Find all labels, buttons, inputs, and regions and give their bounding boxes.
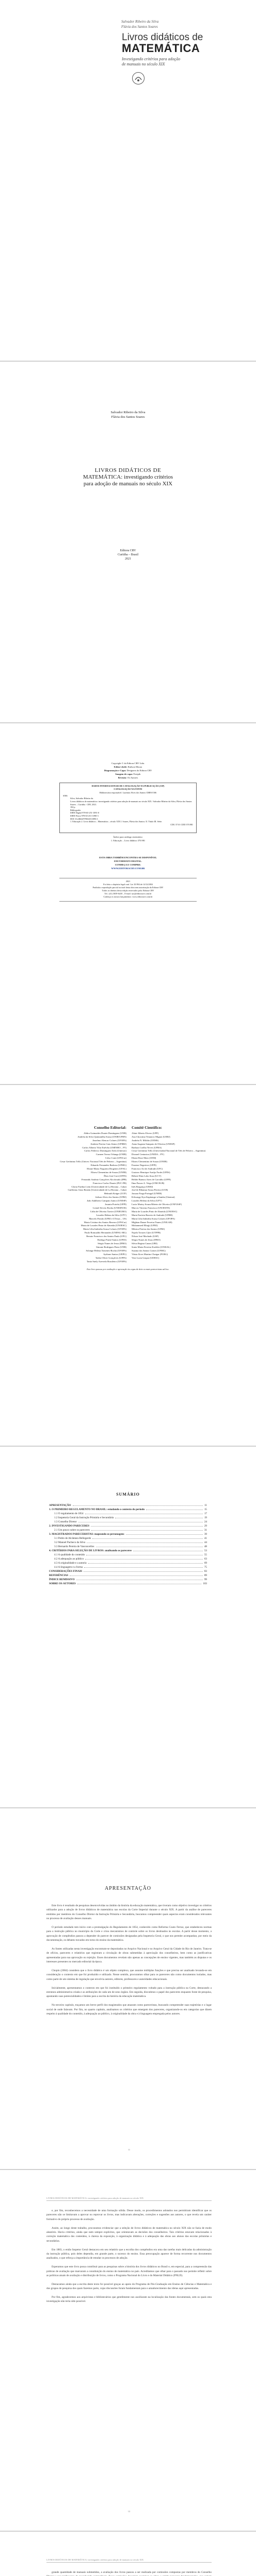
toc-entry-title: 1.2 Inspetoria Geral da Instrução Primária e Secundária bbox=[54, 1516, 114, 1519]
catalog-index-title: Índice para catálogo sistemático bbox=[113, 836, 143, 838]
toc-leader bbox=[70, 1573, 203, 1576]
toc-entry-title: 3.2 Manoel Pacheco da Silva bbox=[54, 1541, 86, 1544]
board-member: Anselmo Alencar Colares (UFOPA) bbox=[92, 1139, 126, 1142]
toc-entry-page: 17 bbox=[204, 1512, 207, 1515]
board-member: Elione Maria Nogueira Diogenes (UFAL) bbox=[87, 1167, 126, 1170]
page-number: 11 bbox=[127, 2148, 131, 2151]
board-member: Renato Francisco dos Santos Paula (UFG) bbox=[86, 1235, 126, 1238]
cip-line: CDU 37.01 CDD 370.981 bbox=[170, 823, 193, 826]
toc-entry-page: 103 bbox=[203, 1582, 207, 1585]
toc-leader bbox=[76, 1578, 203, 1580]
toc-leader bbox=[78, 1520, 203, 1522]
paragraph: Destacamos ainda que a escrita deste texto foi possível graças ao apoio do Programa de Pós-Graduação em Ensino de Ciências e Matemática e dos grupos de pesquisa dos quais fazemos parte, cujas discussões foram fundamentais para o amadurecimento das ideias aqui apresentadas. bbox=[46, 2282, 212, 2291]
paragraph: e, por fim, reconhecemos a necessidade de uma formação sólida. Desse modo, os procedimentos adotados nos permitiram identificar que os pareceres não se limitavam a aprovar ou reprovar os livros, mas indicavam alterações, correções e sugestões aos autores, o que revela um caráter formativo do próprio processo de avaliação. bbox=[46, 2209, 212, 2221]
editor-label: Editor-chefe: bbox=[114, 766, 127, 768]
toc-entry-title: SOBRE OS AUTORES bbox=[49, 1582, 76, 1585]
toc-entry-title: 4.3 A originalidade e a autoria bbox=[54, 1562, 87, 1565]
toc-leader bbox=[91, 1528, 203, 1531]
committee-member: Eliane Rose Maio (UEM) bbox=[132, 1157, 156, 1160]
page-body bbox=[46, 2570, 212, 2576]
toc-entry-page: 83 bbox=[204, 1570, 207, 1573]
title-page-title-2: MATEMÁTICA: investigando critérios bbox=[83, 474, 173, 480]
board-member: Marcelo Paixão (UFRJ e UTexas – US) bbox=[89, 1217, 126, 1220]
committee-member: Andréia N. Militão (UEMS) bbox=[132, 1139, 159, 1142]
presentation-body bbox=[46, 1904, 212, 2021]
toc-entry bbox=[49, 1524, 207, 1528]
scientific-committee bbox=[132, 1126, 209, 1260]
cover-subtitle-line-1: Investigando critérios para adoção bbox=[122, 57, 181, 61]
toc-list bbox=[49, 1503, 207, 1586]
toc-entry bbox=[49, 1569, 207, 1573]
paragraph: Este livro é resultado de pesquisas desenvolvidas no âmbito da história da educação matemática, que tiveram como objetivo investigar os critérios utilizados para a adoção de livros didáticos de matemática nas escolas da Corte Imperial durante o século XIX. A partir da análise de pareceres emitidos por membros do Conselho Diretor da Instrução Primária e Secundária, buscamos compreender quais aspectos eram considerados relevantes no processo de avaliação desses manuais. bbox=[46, 1904, 212, 1921]
diagram-label: Diagramação e Capa: bbox=[104, 769, 126, 772]
toc-entry-page: 75 bbox=[204, 1566, 207, 1569]
toc-entry-page: 31 bbox=[204, 1529, 207, 1532]
toc-leader bbox=[73, 1503, 203, 1506]
cip-line: Bibliografia bbox=[70, 808, 81, 811]
board-member: Celso Conti (UFSCar) bbox=[105, 1157, 126, 1160]
toc-entry-title: 1.1 O regulamento de 1854 bbox=[54, 1512, 84, 1515]
board-member: Guillermo Arias Beatón (Universidade de La Havana – Cuba) bbox=[68, 1189, 126, 1192]
board-member: Gloria Fariñas León (Universidade de La Havana – Cuba) bbox=[71, 1185, 126, 1188]
scientific-committee-title: Comitê Científico: bbox=[132, 1125, 162, 1130]
digital-notice-3: CONHEÇA E COMPRE: bbox=[115, 863, 141, 866]
cover-title-line-1: Livros didáticos de bbox=[122, 32, 203, 43]
board-member: Eduardo Fernandes Barbosa (UFMG) bbox=[90, 1164, 126, 1167]
legal-line: Tel.: (41) 3039-6418 – E-mail: sac@editoracrv.com.br bbox=[104, 892, 152, 895]
cip-line: ISBN Digital 978-65-251-1091-0 bbox=[70, 811, 100, 815]
board-member: Francisco Carlos Duarte (PUC-PR) bbox=[93, 1181, 126, 1184]
legal-line: Todos os direitos desta edição reservados pela: Editora CRV bbox=[102, 889, 154, 892]
committee-member: Vânia Alves Martins Chaigar (FURG) bbox=[132, 1252, 168, 1256]
toc-entry bbox=[49, 1528, 207, 1532]
toc-entry-page: 48 bbox=[204, 1545, 207, 1548]
committee-member: Míghian Danae Ferreira Nunes (UNILAB) bbox=[132, 1221, 172, 1224]
publisher-url-link[interactable]: WWW.EDITORACRV.COM.BR bbox=[111, 867, 145, 870]
paragraph: Inicialmente, apresentamos o contexto em que foi instituído o primeiro regulamento voltado para a instrução pública na Corte, destacando a estrutura administrativa criada e as atribuições de cada um de seus órgãos. Em seguida, discutimos o papel dos pareceres enquanto fonte de pesquisa, apontando suas potencialidades e limites para a escrita da história da educação matemática. bbox=[46, 1986, 212, 1998]
toc-entry-title: REFERÊNCIAS bbox=[49, 1574, 69, 1577]
toc-entry-page: 15 bbox=[204, 1508, 207, 1511]
legal-line: Conheça os nossos lançamentos: www.editoracrv.com.br bbox=[103, 895, 153, 898]
committee-member: Silvia Regina Canan (URI) bbox=[132, 1242, 157, 1245]
title-page-year: 2021 bbox=[125, 557, 131, 561]
toc-leader bbox=[91, 1524, 203, 1527]
board-member: João Adalberto Campato Junior (UNESP) bbox=[87, 1199, 126, 1202]
toc-entry-title: 4.1 A qualidade do conteúdo bbox=[54, 1553, 85, 1556]
paragraph: As fontes utilizadas nesta investigação encontram-se depositadas no Arquivo Nacional e no Arquivo Geral da Cidade do Rio de Janeiro. Trata-se de ofícios, pareceres e relatórios que registram a circulação de obras submetidas à apreciação dos conselheiros, bem como as justificativas apresentadas para sua aprovação ou rejeição. Esses documentos revelam não apenas as concepções de ensino vigentes, mas também as disputas e os interesses presentes no mercado editorial da época. bbox=[46, 1947, 212, 1964]
board-member: Élsio José Corá (UFFS) bbox=[104, 1174, 126, 1177]
cover-author-1: Salvador Ribeiro da Silva bbox=[121, 20, 159, 24]
image-value: Freepik bbox=[133, 773, 141, 775]
digital-notice-1: ESTA OBRA TAMBÉM ENCONTRA-SE DISPONÍVEL bbox=[99, 856, 157, 859]
committee-member: Kilwangy Kya Kapitango-a-Samba (Unemat) bbox=[132, 1196, 175, 1199]
toc-entry bbox=[49, 1516, 207, 1520]
legal-line: 2021 bbox=[125, 880, 131, 883]
copyright-editor bbox=[0, 766, 256, 768]
board-member: Carlos Federico Dominguez Avila (Unieuro) bbox=[84, 1149, 126, 1153]
toc-entry-page: 29 bbox=[204, 1524, 207, 1528]
cip-line: Silva, Salvador Ribeiro da. bbox=[70, 797, 94, 800]
editorial-board bbox=[49, 1126, 126, 1263]
cip-box bbox=[59, 783, 197, 833]
committee-member: Maria de Lourdes Pinto de Almeida (UNOESC) bbox=[132, 1210, 178, 1213]
toc-entry bbox=[49, 1561, 207, 1565]
cover-page bbox=[0, 0, 256, 361]
toc-entry bbox=[49, 1582, 207, 1586]
toc-entry bbox=[49, 1540, 207, 1545]
board-member: Helmuth Krüger (UCP) bbox=[104, 1192, 126, 1195]
board-member: Tania Suely Azevedo Brasileiro (UFOPA) bbox=[86, 1260, 126, 1263]
paragraph: Em 1883, o então Inspetor Geral destacava em seu relatório que a escolha dos compêndios era uma das tarefas mais delicadas da administração da instrução pública, pois deles dependia, em grande parte, o sucesso do ensino. Essa preocupação aparece de forma recorrente nos documentos analisados, o que reforça a importância de estudar os processos de adoção. bbox=[46, 2248, 212, 2260]
toc-entry bbox=[49, 1573, 207, 1578]
running-head: LIVROS DIDÁTICOS DE MATEMÁTICA: investigando critérios para adoção de manuais no século XIX bbox=[46, 2197, 212, 2201]
toc-entry bbox=[49, 1536, 207, 1540]
toc-entry-page: 41 bbox=[204, 1537, 207, 1540]
board-member: Simone Rodrigues Pinto (UNB) bbox=[96, 1245, 126, 1248]
title-page bbox=[0, 362, 256, 722]
cip-subtitle: CATALOGAÇÃO NA FONTE bbox=[114, 787, 142, 790]
toc-entry bbox=[49, 1565, 207, 1569]
running-head: LIVROS DIDÁTICOS DE MATEMÁTICA: investigando critérios para adoção de manuais no século XIX bbox=[46, 2558, 212, 2563]
board-member: Leonel Severo Rocha (UNISINOS) bbox=[92, 1206, 126, 1209]
paragraph: O período estudado tem início com a promulgação do Regulamento de 1854, conhecido como Reforma Couto Ferraz, que estabeleceu normas para a instrução pública no município da Corte e criou mecanismos de controle sobre os livros destinados às escolas. A partir desse momento, a aprovação de compêndios passou a depender do parecer de comissões designadas pela Inspetoria Geral, o que nos permite acompanhar, por meio da documentação, os debates travados em torno do ensino da matemática. bbox=[46, 1926, 212, 1942]
committee-member: Mohammed Elhajji (UFRJ) bbox=[132, 1224, 158, 1227]
board-member: Josania Portela (UFPI) bbox=[105, 1203, 126, 1206]
page-body bbox=[46, 2209, 212, 2308]
title-page-author-1: Salvador Ribeiro da Silva bbox=[110, 411, 146, 414]
cip-title: DADOS INTERNACIONAIS DE CATALOGAÇÃO NA PUBLICAÇÃO (CIP) bbox=[91, 785, 165, 787]
diagram-value: Designers da Editora CRV bbox=[126, 769, 152, 772]
toc-leader bbox=[88, 1561, 203, 1564]
committee-member: Anna Augusta Sampaio de Oliveira (UNESP) bbox=[132, 1142, 175, 1145]
committee-member: Lucia Marisy Souza Ribeiro de Oliveira (UNIVASF) bbox=[132, 1203, 182, 1206]
toc-leader bbox=[86, 1553, 203, 1555]
title-page-title-1: LIVROS DIDÁTICOS DE bbox=[94, 467, 162, 473]
board-member: Sérgio Nunes de Jesus (IFRO) bbox=[98, 1242, 126, 1245]
board-member: Maria Cristina dos Santos Bezerra (UFSCar) bbox=[84, 1221, 126, 1224]
committee-member: Cesar Gerónimo Tello (Universidad Nacional de Três de Febrero – Argentina) bbox=[132, 1149, 206, 1153]
toc-entry bbox=[49, 1507, 207, 1512]
cip-line: Livros didáticos de matemática: investigando critérios para adoção de manuais no século XIX / Salvador Ribeiro da Silva, Flávia dos Santos Soares – Curitiba : CRV, 2021. bbox=[70, 800, 192, 806]
review-label: Revisão: bbox=[118, 776, 127, 779]
toc-entry-title: APRESENTAÇÃO bbox=[49, 1504, 71, 1507]
committee-member: Sérgio Nunes de Jesus (IFRO) bbox=[132, 1239, 161, 1242]
copyright-page bbox=[0, 723, 256, 1084]
cip-line: 104 p. bbox=[70, 806, 76, 809]
toc-leader bbox=[84, 1565, 203, 1568]
board-member: Sydione Santos (UEPG) bbox=[103, 1252, 126, 1256]
editorial-board-title: Conselho Editorial: bbox=[94, 1125, 126, 1130]
toc-entry bbox=[49, 1512, 207, 1516]
committee-member: Mônica Pereira dos Santos (UFRJ) bbox=[132, 1228, 165, 1231]
review-value: Os Autores bbox=[127, 776, 138, 779]
toc-entry-page: 69 bbox=[204, 1562, 207, 1565]
committee-member: Marcos Vinicius Francisco (UNOESTE) bbox=[132, 1206, 170, 1209]
legal-box bbox=[59, 878, 197, 902]
toc-leader bbox=[126, 1532, 203, 1535]
committee-member: Jussara Fraga Portugal (UNEB) bbox=[132, 1192, 162, 1195]
toc-page bbox=[0, 1447, 256, 1807]
committee-member: Altair Alberto Fávero (UPF) bbox=[132, 1131, 159, 1134]
toc-leader bbox=[84, 1569, 203, 1572]
committee-member: Vera Lucia Gaspar (UDESC) bbox=[132, 1256, 159, 1259]
page-number: 12 bbox=[127, 2510, 131, 2513]
cip-line: S586 bbox=[63, 794, 68, 797]
toc-entry bbox=[49, 1503, 207, 1507]
presentation-title: APRESENTAÇÃO bbox=[104, 1886, 152, 1891]
legal-line: Proibida a reprodução parcial ou total desta obra sem autorização da Editora CRV bbox=[92, 886, 164, 889]
committee-member: Najela Tavares Ujiie (UTFPR) bbox=[132, 1231, 161, 1234]
text-page-12 bbox=[0, 2170, 256, 2531]
toc-entry-title: 2. INVESTIGANDO PARECERES bbox=[49, 1524, 90, 1528]
toc-leader bbox=[92, 1536, 203, 1539]
toc-entry-page: 24 bbox=[204, 1520, 207, 1523]
board-member: Carmen Tereza Velanga (UNIR) bbox=[95, 1153, 126, 1156]
toc-entry-title: CONSIDERAÇÕES FINAIS bbox=[49, 1570, 83, 1573]
toc-entry-title: ÍNDICE REMISSIVO bbox=[49, 1578, 75, 1581]
committee-member: Maria Lília Imbiriba Sousa Colares (UFOPA) bbox=[132, 1217, 175, 1220]
toc-entry-page: 39 bbox=[204, 1533, 207, 1536]
paragraph: grande quantidade de manuais submetidos, a avaliação dos livros passou a ser realizada por comissões compostas por membros do Conselho bbox=[52, 2571, 212, 2574]
legal-line: Foi feito o depósito legal conf. Lei 10.994 de 14/12/2004 bbox=[103, 883, 153, 886]
committee-member: Maria Eurácia Barreto de Andrade (UFRB) bbox=[132, 1213, 173, 1216]
toc-entry-title: 3.3 Bernardo Pereira de Vasconcellos bbox=[54, 1545, 94, 1548]
cip-line: DOI 10.24824/978652511090.3 bbox=[70, 817, 98, 820]
board-member: Fernando Antônio Gonçalves Alcoforado (IPB) bbox=[81, 1178, 126, 1181]
board-member: Elizeu Clementino de Souza (UNEB) bbox=[91, 1171, 126, 1174]
title-page-publisher: Editora CRV bbox=[120, 549, 136, 552]
committee-member: Elizeu Clementino de Souza (UNEB) bbox=[132, 1160, 167, 1163]
committee-member: Hebert Elias Lobo Sosa (UCV) bbox=[132, 1174, 162, 1177]
committee-member: José de Ribamar Sousa Pereira (UCB) bbox=[132, 1189, 168, 1192]
toc-entry bbox=[49, 1545, 207, 1549]
toc-entry-page: 11 bbox=[204, 1504, 207, 1507]
committee-member: Sonia Maria Ferreira Koehler (UNISAL) bbox=[132, 1245, 171, 1248]
board-member: Lourdes Helena da Silva (UFV) bbox=[96, 1213, 126, 1216]
paragraph: Chopin (2004) considera que o livro didático é um objeto complexo, que assume múltiplas funções e que precisa ser analisado levando-se em consideração o contexto em que foi produzido e utilizado. Nesse sentido, procuramos olhar para os pareceres não como documentos isolados, mas como parte de um sistema de regulação que envolvia autores, editores, professores e autoridades educacionais. bbox=[46, 1969, 212, 1981]
cip-line: ISBN Físico 978-65-251-1090-3 bbox=[70, 814, 99, 817]
peer-review-note: Este livro passou por avaliação e aprovação às cegas de dois ou mais pareceristas ad hoc. bbox=[87, 1268, 169, 1270]
copyright-image bbox=[0, 773, 256, 775]
toc-entry-title: 3.1 Pedro de Alcântara Bellegarde bbox=[54, 1537, 91, 1540]
toc-entry bbox=[49, 1549, 207, 1553]
toc-entry-page: 55 bbox=[204, 1553, 207, 1556]
committee-member: Suzana dos Santos Gomes (UFMG) bbox=[132, 1249, 166, 1252]
title-page-city: Curitiba – Brasil bbox=[118, 553, 138, 556]
committee-member: Ilma Passos A. Veiga (UNICEUB) bbox=[132, 1181, 165, 1184]
board-member: Maria de Lourdes Pinto de Almeida (UNOESC) bbox=[81, 1224, 126, 1227]
paragraph: Esperamos que este livro possa contribuir para as pesquisas sobre a história dos livros didáticos no Brasil e, em especial, para a compreensão das práticas de avaliação que marcaram a constituição do ensino de matemática no país. Acreditamos que olhar para o passado nos permite refletir sobre as políticas atuais de avaliação e distribuição de livros, como o Programa Nacional do Livro e do Material Didático (PNLD). bbox=[46, 2265, 212, 2278]
presentation-page bbox=[0, 1808, 256, 2169]
toc-entry-title: 1. O PRIMEIRO REGULAMENTO NO BRASIL: estudando o contexto do período bbox=[49, 1508, 145, 1511]
committee-member: Helder Buenos Aires de Carvalho (UFPI) bbox=[132, 1178, 171, 1181]
board-member: Jailson Alves dos Santos (UFRJ) bbox=[95, 1196, 126, 1199]
toc-entry-title: 2.1 Um pouco sobre os pareceres bbox=[54, 1529, 90, 1532]
toc-leader bbox=[146, 1507, 203, 1510]
committee-member: Nilson José Machado (USP) bbox=[132, 1235, 159, 1238]
toc-entry-title: 1.3 Conselho Diretor bbox=[54, 1520, 77, 1523]
board-member: Paulo Romualdo Hernandes (UNIFAL-MG) bbox=[84, 1231, 126, 1234]
catalog-index-entry: 1. Educação – Livro didático 370.981 bbox=[110, 839, 146, 842]
committee-member: Fauston Negreiros (UFPI) bbox=[132, 1164, 156, 1167]
title-page-title-3: para adoção de manuais no século XIX bbox=[83, 481, 173, 487]
toc-leader bbox=[87, 1540, 202, 1543]
board-member: Andréia da Silva Quintanilha Sousa (UNIR/UFRN) bbox=[77, 1135, 126, 1138]
boards-page bbox=[0, 1085, 256, 1446]
editor-value: Railson Moura bbox=[127, 766, 142, 768]
committee-member: Ana Chrystina Venancio Mignot (UERJ) bbox=[132, 1135, 170, 1138]
board-member: Maria Lília Imbiriba Sousa Colares (UFOPA) bbox=[83, 1228, 126, 1231]
committee-member: Barbara Coelho Neves (UFBA) bbox=[132, 1146, 162, 1149]
editorial-board-list bbox=[49, 1132, 126, 1264]
cover-subtitle-line-2: de manuais no século XIX bbox=[122, 62, 165, 66]
board-member: Tadeu Oliver Gonçalves (UFPA) bbox=[95, 1256, 126, 1259]
toc-entry-page: 63 bbox=[204, 1557, 207, 1561]
paragraph: No terceiro capítulo, traçamos um breve perfil dos magistrados que atuaram como pareceristas, buscando compreender suas trajetórias e o lugar social de onde falavam. Por fim, no quarto capítulo, analisamos os critérios que emergem dos pareceres, organizando-os em categorias que dizem respeito à qualidade do conteúdo, à adequação ao público, à originalidade da obra e à linguagem empregada pelos autores. bbox=[46, 2004, 212, 2016]
board-member: Antônio Pereira Gaio Júnior (UFRRJ) bbox=[90, 1142, 126, 1145]
text-page-13 bbox=[0, 2532, 256, 2576]
copyright-line: Copyright © da Editora CRV Ltda. bbox=[111, 762, 145, 765]
committee-member: Inês Bragança (UERJ) bbox=[132, 1185, 153, 1188]
toc-leader bbox=[133, 1549, 202, 1551]
paragraph: Assim, ao longo deste trabalho, procuramos evidenciar que a seleção de livros didáticos de matemática no século XIX não se fazia de modo aleatório. Havia critérios, ainda que nem sempre explícitos, que orientavam as decisões dos conselheiros. Tais critérios estavam relacionados à correção matemática dos conteúdos, à clareza da exposição, à organização didática e à adequação das obras aos alunos das escolas primárias e secundárias. bbox=[46, 2226, 212, 2243]
committee-member: Lourdes Helena da Silva (UFV) bbox=[132, 1199, 162, 1202]
image-label: Imagem de capa: bbox=[115, 773, 133, 775]
copyright-review bbox=[0, 776, 256, 779]
toc-entry-title: 4.2 A adequação ao público bbox=[54, 1557, 84, 1561]
toc-entry bbox=[49, 1557, 207, 1561]
paragraph: Por fim, agradecemos aos arquivistas e bibliotecários que gentilmente nos auxiliaram na localização das fontes documentais, sem os quais esta investigação não teria sido possível. bbox=[46, 2296, 212, 2303]
toc-leader bbox=[96, 1545, 203, 1547]
board-member: Lídia de Oliveira Xavier (UNIEURO) bbox=[90, 1210, 126, 1213]
publisher-logo-icon bbox=[132, 72, 145, 84]
title-page-author-2: Flávia dos Santos Soares bbox=[111, 415, 145, 419]
toc-entry bbox=[49, 1553, 207, 1557]
toc-title: SUMÁRIO bbox=[116, 1492, 140, 1497]
board-member: Solange Helena Ximenes-Rocha (UFOPA) bbox=[86, 1249, 126, 1252]
toc-entry-title: 4.4 A linguagem e a forma bbox=[54, 1566, 83, 1569]
toc-entry-title: 3. MAGISTRADOS PARECERISTAS: mapeando os personagens bbox=[49, 1533, 124, 1536]
cover-title-line-2: MATEMÁTICA bbox=[122, 42, 200, 55]
cover-author-2: Flávia dos Santos Soares bbox=[121, 25, 158, 29]
toc-entry-page: 99 bbox=[204, 1578, 207, 1581]
scientific-committee-list bbox=[132, 1132, 209, 1260]
toc-entry-title: 4. CRITÉRIOS PARA SELEÇÃO DE LIVROS: analisando os pareceres bbox=[49, 1549, 132, 1552]
toc-leader bbox=[115, 1516, 203, 1518]
copyright-diagram bbox=[0, 769, 256, 772]
committee-member: Francisco Ari de Andrade (UFC) bbox=[132, 1167, 163, 1170]
board-member: Rodrigo Pratte-Santos (UFES) bbox=[97, 1239, 126, 1242]
committee-member: Gustavo Henrique Araújo Forde (UFES) bbox=[132, 1171, 170, 1174]
toc-entry-page: 44 bbox=[204, 1541, 207, 1544]
board-member: Aldira Guimarães Duarte Domínguez (UNB) bbox=[84, 1131, 126, 1134]
cip-line: 1. Educação 2. Livro didático – Matemática – século XIX I. Soares, Flávia dos Santos. II. Título III. Série. bbox=[70, 820, 163, 823]
digital-notice-2: EM FORMATO DIGITAL. bbox=[114, 860, 142, 862]
board-member: Cesar Gerônimo Tello (Univer. Nacional Três de Febrero – Argentina) bbox=[60, 1160, 126, 1163]
toc-entry bbox=[49, 1578, 207, 1582]
toc-entry bbox=[49, 1532, 207, 1536]
board-member: Carlos Alberto Vilar Estêvão (UMINHO – PT) bbox=[82, 1146, 126, 1149]
toc-entry-page: 53 bbox=[204, 1549, 207, 1552]
toc-leader bbox=[85, 1557, 203, 1560]
toc-leader bbox=[77, 1582, 201, 1584]
toc-leader bbox=[85, 1512, 203, 1514]
toc-entry bbox=[49, 1520, 207, 1524]
toc-entry-page: 89 bbox=[204, 1574, 207, 1577]
committee-member: Diosnel Centurion (UNIDA – PY) bbox=[132, 1153, 165, 1156]
cip-line: Bibliotecária responsável: Luzenira Alves dos Santos CRB9/1506 bbox=[99, 791, 157, 794]
toc-entry-page: 19 bbox=[204, 1516, 207, 1519]
